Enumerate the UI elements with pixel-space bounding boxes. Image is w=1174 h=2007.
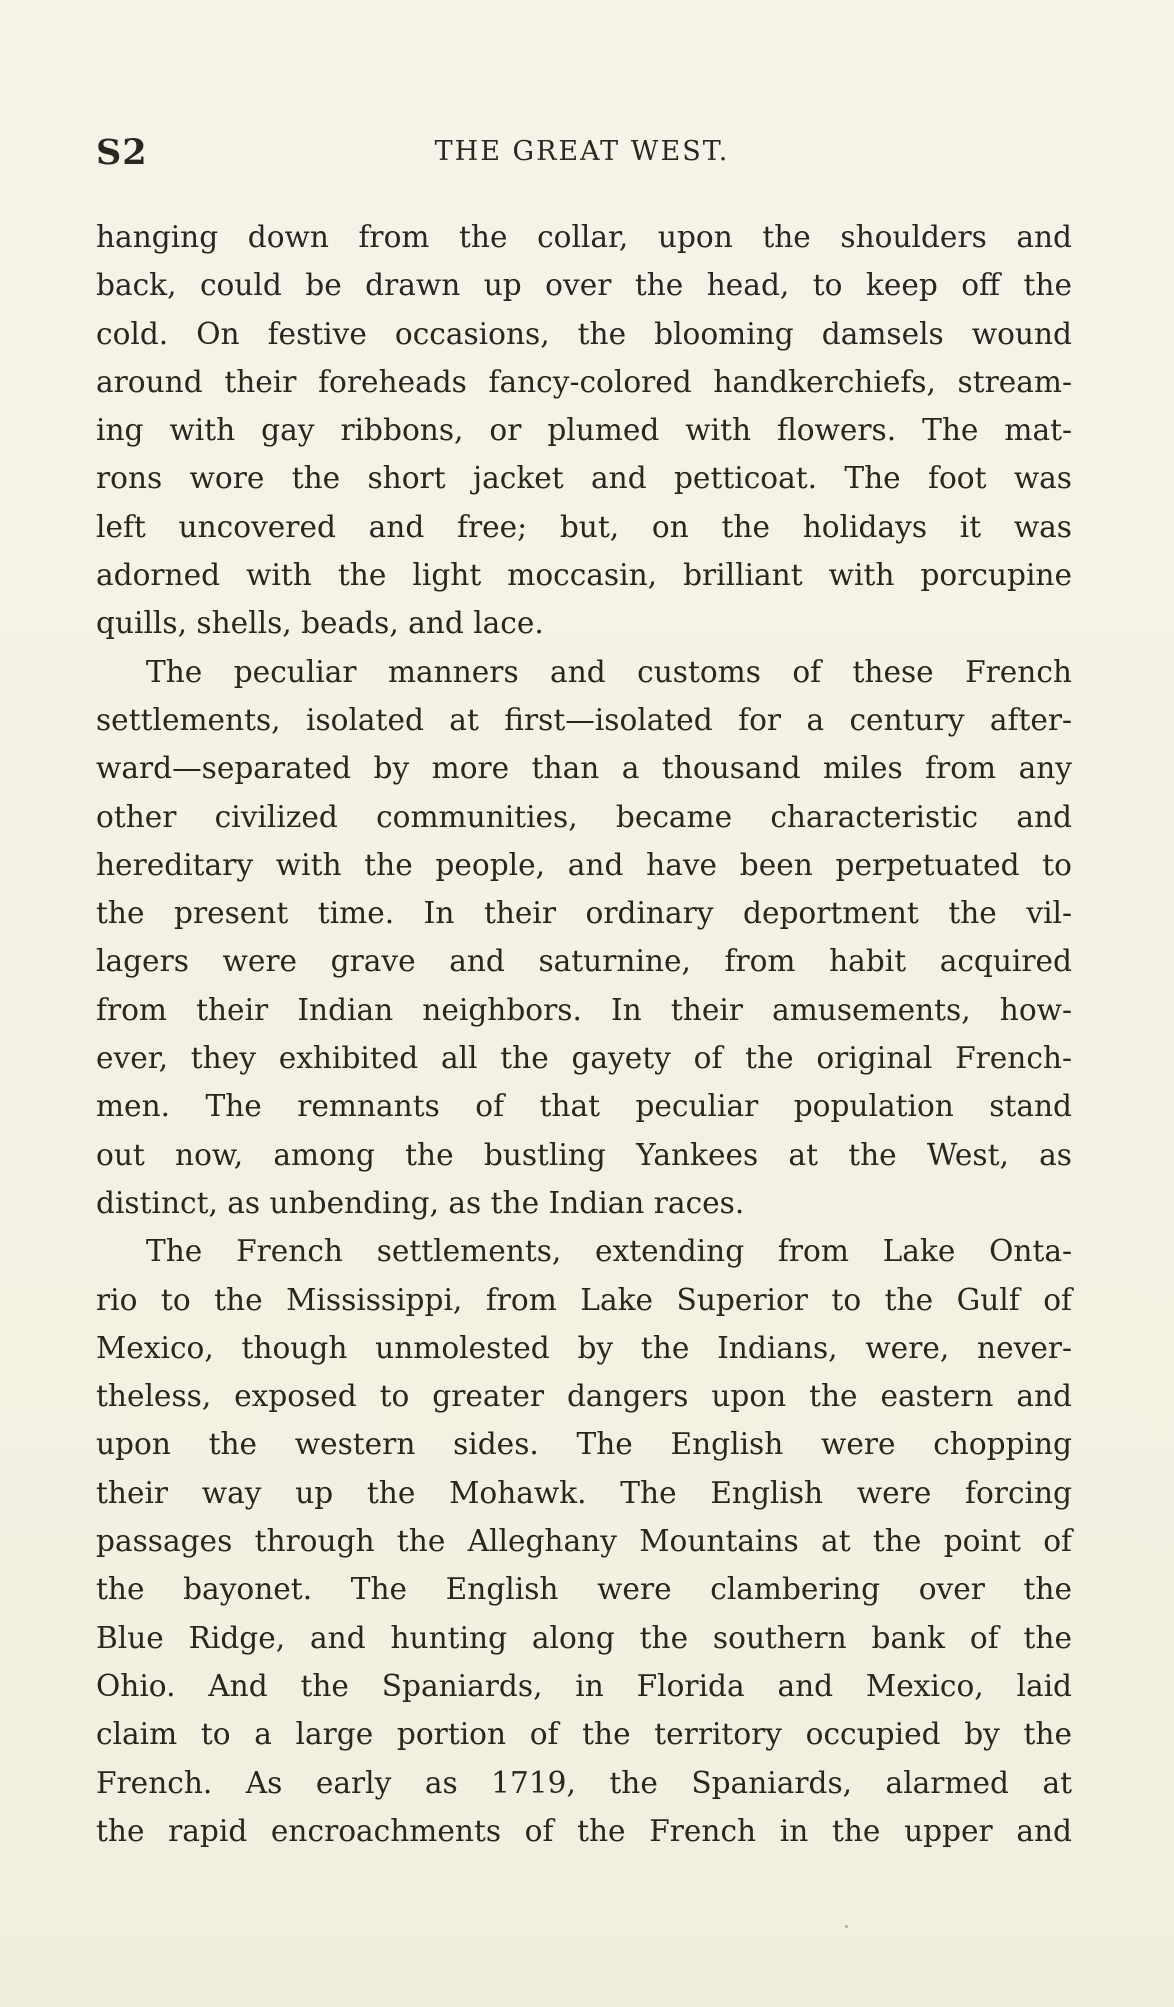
text-line: around their foreheads fancy-colored handkerchiefs, stream-: [96, 364, 1072, 399]
text-line: other civilized communities, became characteristic and: [96, 799, 1072, 834]
text-line: the bayonet. The English were clambering over the: [96, 1572, 1072, 1607]
text-line: The French settlements, extending from Lake Onta-: [146, 1234, 1072, 1269]
text-line: hanging down from the collar, upon the shoulders and: [96, 220, 1072, 254]
paper-speck: [845, 1925, 848, 1928]
text-line: adorned with the light moccasin, brilliant with porcupine: [96, 558, 1072, 593]
text-line: claim to a large portion of the territory occupied by the: [96, 1717, 1072, 1752]
text-line: ing with gay ribbons, or plumed with flowers. The mat-: [96, 413, 1072, 448]
text-line: the rapid encroachments of the French in the upper and: [96, 1813, 1072, 1848]
text-line: hereditary with the people, and have been perpetuated to: [96, 847, 1072, 882]
text-line: passages through the Alleghany Mountains at the point of: [96, 1524, 1072, 1559]
text-line: settlements, isolated at first—isolated for a century after-: [96, 702, 1072, 737]
text-line: quills, shells, beads, and lace.: [96, 606, 544, 641]
text-line: French. As early as 1719, the Spaniards, alarmed at: [96, 1765, 1072, 1800]
text-line: theless, exposed to greater dangers upon the eastern and: [96, 1379, 1072, 1414]
text-line: men. The remnants of that peculiar population stand: [96, 1089, 1072, 1124]
text-line: ward—separated by more than a thousand miles from any: [96, 751, 1072, 786]
text-line: ever, they exhibited all the gayety of the original French-: [96, 1041, 1072, 1076]
text-line: cold. On festive occasions, the blooming damsels wound: [96, 316, 1072, 351]
page-header: [96, 132, 1068, 180]
text-line: Blue Ridge, and hunting along the southern bank of the: [96, 1620, 1072, 1655]
text-line: The peculiar manners and customs of these French: [146, 654, 1072, 689]
text-line: their way up the Mohawk. The English were forcing: [96, 1475, 1072, 1510]
text-line: the present time. In their ordinary deportment the vil-: [96, 896, 1072, 931]
text-line: back, could be drawn up over the head, to keep off the: [96, 268, 1072, 303]
text-line: Mexico, though unmolested by the Indians, were, never-: [96, 1330, 1072, 1365]
body-text: [96, 213, 1072, 1855]
text-line: lagers were grave and saturnine, from habit acquired: [96, 944, 1072, 979]
page-number: S2: [96, 132, 148, 173]
text-line: from their Indian neighbors. In their amusements, how-: [96, 992, 1072, 1027]
text-line: out now, among the bustling Yankees at the West, as: [96, 1137, 1072, 1172]
text-line: Ohio. And the Spaniards, in Florida and Mexico, laid: [96, 1668, 1072, 1703]
running-head: THE GREAT WEST.: [434, 136, 730, 167]
text-line: distinct, as unbending, as the Indian races.: [96, 1185, 745, 1220]
text-line: upon the western sides. The English were chopping: [96, 1427, 1072, 1462]
text-line: rio to the Mississippi, from Lake Superior to the Gulf of: [96, 1282, 1072, 1317]
text-line: rons wore the short jacket and petticoat. The foot was: [96, 461, 1072, 496]
text-line: left uncovered and free; but, on the holidays it was: [96, 509, 1072, 544]
